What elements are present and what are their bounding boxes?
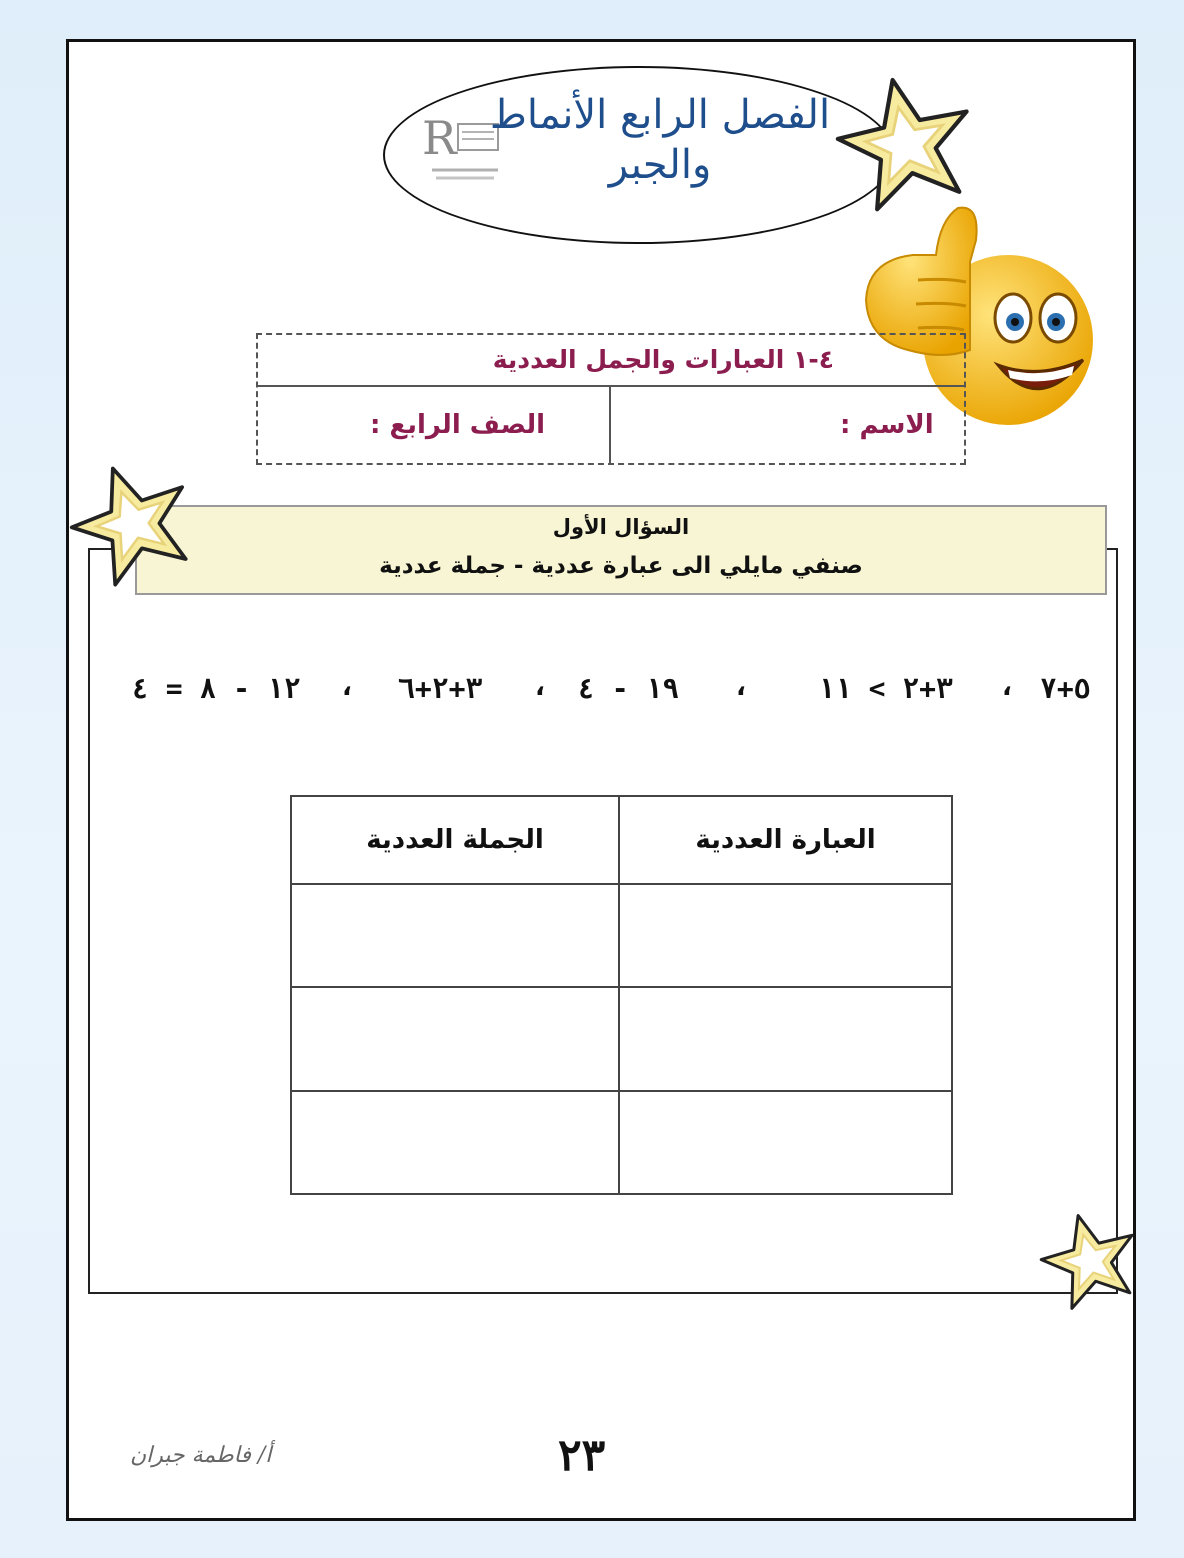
star-icon <box>1040 1210 1140 1310</box>
page-number: ٢٣ <box>558 1430 606 1481</box>
info-divider <box>609 387 611 463</box>
expression-4: ٣+٢+٦ <box>398 672 483 705</box>
classification-table <box>290 795 953 1195</box>
svg-text:R: R <box>422 111 457 165</box>
header-expression: العبارة العددية <box>619 796 952 884</box>
header-sentence: الجملة العددية <box>291 796 619 884</box>
question-title: السؤال الأول <box>552 515 690 539</box>
answer-cell[interactable] <box>619 987 952 1090</box>
answer-cell[interactable] <box>619 884 952 987</box>
answer-cell[interactable] <box>619 1091 952 1194</box>
separator: ، <box>736 672 746 702</box>
question-instruction: صنفي مايلي الى عبارة عددية - جملة عددية <box>379 553 863 579</box>
chapter-title: الفصل الرابع الأنماط والجبر <box>489 92 831 188</box>
expression-3: ١٩ - ٤ <box>578 672 680 705</box>
lesson-title: ٤-١ العبارات والجمل العددية <box>492 345 834 374</box>
table-row <box>291 987 952 1090</box>
name-label: الاسم : <box>840 410 934 440</box>
grade-label: الصف الرابع : <box>370 410 546 440</box>
expression-2: ٣+٢ > ١١ <box>818 672 953 705</box>
separator: ، <box>535 672 545 702</box>
star-icon <box>70 460 195 585</box>
table-row <box>291 884 952 987</box>
table-header-row <box>291 796 952 884</box>
expression-5: ١٢ - ٨ = ٤ <box>132 672 301 705</box>
author-signature: أ/ فاطمة جبران <box>130 1443 272 1468</box>
table-row <box>291 1091 952 1194</box>
question-banner <box>135 505 1107 595</box>
answer-cell[interactable] <box>291 1091 619 1194</box>
answer-cell[interactable] <box>291 987 619 1090</box>
star-icon <box>836 68 976 218</box>
expression-1: ٥+٧ <box>1040 672 1091 705</box>
separator: ، <box>342 672 352 702</box>
answer-cell[interactable] <box>291 884 619 987</box>
separator: ، <box>1002 672 1012 702</box>
lesson-title-row <box>258 335 964 387</box>
